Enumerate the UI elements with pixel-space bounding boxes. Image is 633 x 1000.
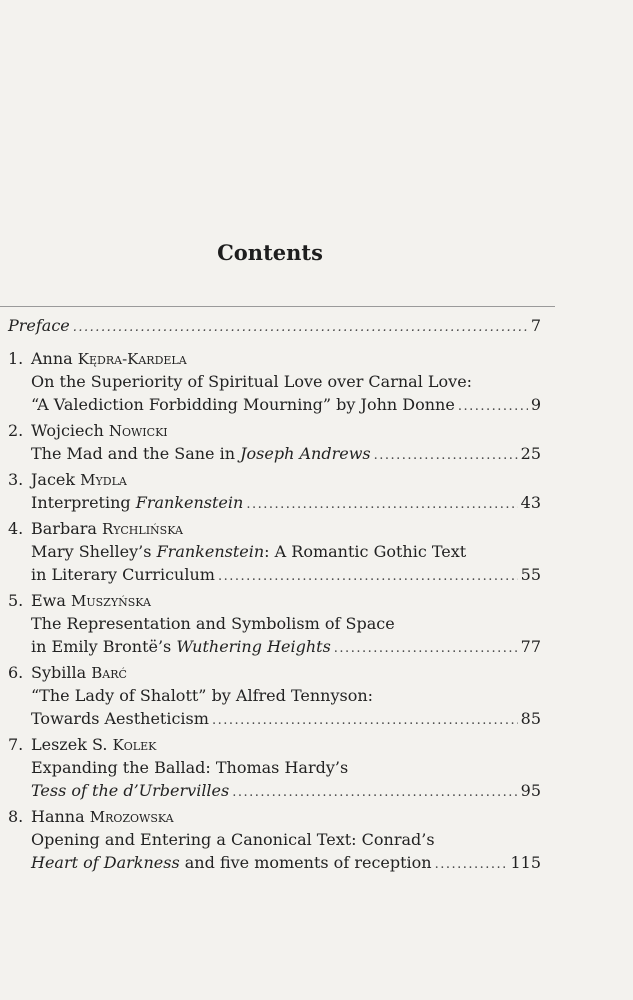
author-first: Sybilla xyxy=(31,663,87,682)
entry-number: 6. xyxy=(8,663,24,682)
entry-title-line: “The Lady of Shalott” by Alfred Tennyson: xyxy=(31,686,374,705)
entry-number: 4. xyxy=(8,519,24,538)
entry-title-plain: Mary Shelley’s xyxy=(31,542,152,561)
page-number: 43 xyxy=(520,493,541,512)
author-first: Barbara xyxy=(31,519,97,538)
entry-title-italic: Heart of Darkness xyxy=(31,853,180,872)
page-number: 85 xyxy=(520,709,541,728)
toc-entry xyxy=(8,733,541,802)
entry-title-rest: : A Romantic Gothic Text xyxy=(264,542,467,561)
entry-number: 5. xyxy=(8,591,24,610)
entry-title-line: On the Superiority of Spiritual Love over Carnal Love: xyxy=(31,372,473,391)
dot-leader xyxy=(212,709,518,732)
divider-rule xyxy=(0,306,555,307)
dot-leader xyxy=(435,853,508,876)
entry-title-italic: Frankenstein xyxy=(135,493,244,512)
entry-number: 1. xyxy=(8,349,24,368)
toc-entry xyxy=(8,661,541,730)
entry-title-line: The Representation and Symbolism of Space xyxy=(31,614,395,633)
author-last: Nowicki xyxy=(108,422,168,440)
author-last: Muszyńska xyxy=(71,592,151,610)
page-number: 25 xyxy=(520,444,541,463)
toc-entry xyxy=(8,805,541,874)
dot-leader xyxy=(374,444,518,467)
entry-title-line: Expanding the Ballad: Thomas Hardy’s xyxy=(31,758,349,777)
page-number: 115 xyxy=(510,853,541,872)
entry-title-plain: The Mad and the Sane in xyxy=(31,444,236,463)
toc-entry xyxy=(8,517,541,586)
entry-title-plain: in Emily Brontë’s xyxy=(31,637,172,656)
dot-leader xyxy=(458,395,528,418)
entry-title-plain: and five moments of reception xyxy=(184,853,432,872)
author-last: Kędra-Kardela xyxy=(77,350,187,368)
entry-title-plain: Interpreting xyxy=(31,493,131,512)
toc-entry xyxy=(8,419,541,465)
page-number: 9 xyxy=(530,395,541,414)
page-number: 7 xyxy=(530,316,541,335)
author-first: Anna xyxy=(31,349,73,368)
author-last: Mydla xyxy=(80,471,127,489)
dot-leader xyxy=(73,320,528,335)
dot-leader xyxy=(246,493,517,516)
author-last: Barć xyxy=(91,664,127,682)
entry-number: 7. xyxy=(8,735,24,754)
entry-title-line: Opening and Entering a Canonical Text: Conrad’s xyxy=(31,830,435,849)
entry-number: 2. xyxy=(8,421,24,440)
author-last: Mrozowska xyxy=(89,808,174,826)
entry-title-italic: Frankenstein xyxy=(156,542,265,561)
author-first: Leszek S. xyxy=(31,735,108,754)
page-number: 77 xyxy=(520,637,541,656)
author-first: Jacek xyxy=(31,470,76,489)
page-number: 55 xyxy=(520,565,541,584)
entry-title-italic: Wuthering Heights xyxy=(176,637,331,656)
entry-title-italic: Tess of the d’Urbervilles xyxy=(31,781,230,800)
author-last: Rychlińska xyxy=(102,520,183,538)
entry-title-line: “A Valediction Forbidding Mourning” by John Donne xyxy=(31,395,455,414)
author-first: Ewa xyxy=(31,591,66,610)
toc-entry xyxy=(8,468,541,514)
entry-title-italic: Joseph Andrews xyxy=(240,444,371,463)
toc-entry xyxy=(8,589,541,658)
entry-title-line: in Literary Curriculum xyxy=(31,565,215,584)
author-last: Kolek xyxy=(112,736,157,754)
dot-leader xyxy=(334,637,518,660)
entry-number: 8. xyxy=(8,807,24,826)
toc-entry xyxy=(8,347,541,416)
page-title: Contents xyxy=(217,240,323,265)
dot-leader xyxy=(218,565,518,588)
dot-leader xyxy=(232,781,517,804)
toc-preface xyxy=(8,316,541,335)
author-first: Hanna xyxy=(31,807,85,826)
page-number: 95 xyxy=(520,781,541,800)
entry-number: 3. xyxy=(8,470,24,489)
author-first: Wojciech xyxy=(31,421,104,440)
preface-label: Preface xyxy=(8,316,70,335)
entry-title-line: Towards Aestheticism xyxy=(31,709,209,728)
